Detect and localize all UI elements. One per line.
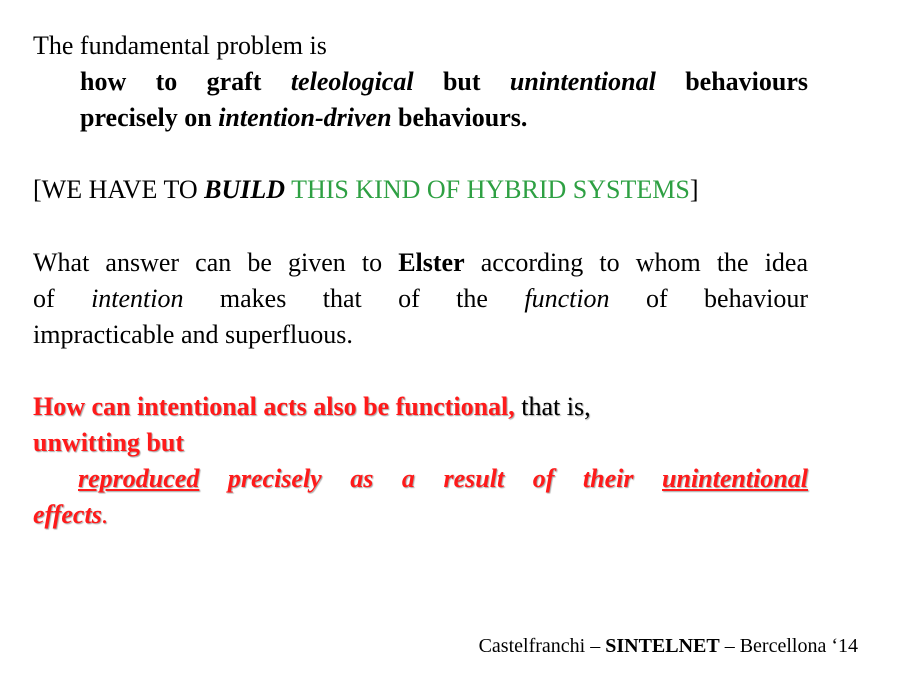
problem-intro [33,28,327,64]
elster-l1-a: What answer can be given to [33,248,399,277]
elster-name: Elster [398,248,465,277]
question-unintentional: unintentional [662,464,808,493]
question-line-2 [33,425,184,461]
problem-l2-intention-driven: intention-driven [218,103,392,132]
footer-place: – Bercellona ‘14 [719,635,858,657]
elster-line-2 [33,281,808,317]
question-l1-black: that is, [514,392,591,421]
problem-l1-teleological: teleological [290,67,414,96]
problem-l1-unintentional: unintentional [509,67,656,96]
elster-intention: intention [91,284,184,313]
question-l2: unwitting but [33,428,184,457]
elster-l1-c: according to whom the idea [480,248,809,277]
problem-l2-a: precisely on [80,103,219,132]
question-period: . [101,500,109,529]
question-line-4 [33,497,108,533]
elster-l2-e: of behaviour [645,284,808,313]
footer-author: Castelfranchi – [478,635,606,657]
question-reproduced: reproduced [78,464,200,493]
question-l1-red: How can intentional acts also be functional, [33,392,515,421]
hybrid-build: BUILD [204,175,286,204]
hybrid-close: ] [689,175,699,204]
problem-line-2 [80,100,527,136]
problem-l1-c: but [442,67,510,96]
hybrid-green-text: THIS KIND OF HYBRID SYSTEMS [285,175,690,204]
elster-line-1 [33,245,808,281]
problem-l1-a: how to graft [80,67,291,96]
hybrid-line [33,172,699,208]
question-effects: effects [33,500,102,529]
elster-l2-c: makes that of the [219,284,525,313]
elster-line-3 [33,317,353,353]
problem-l2-c: behaviours. [391,103,528,132]
hybrid-open: [WE HAVE TO [33,175,205,204]
footer [479,633,858,659]
footer-project: SINTELNET [605,635,720,657]
problem-intro-text: The fundamental problem is [33,31,327,60]
question-line-3 [78,461,808,497]
problem-l1-e: behaviours [685,67,809,96]
question-l3-b: precisely as a result of their [227,464,663,493]
question-line-1 [33,389,591,425]
elster-l3: impracticable and superfluous. [33,320,353,349]
elster-function: function [524,284,610,313]
elster-l2-a: of [33,284,92,313]
problem-line-1 [80,64,808,100]
